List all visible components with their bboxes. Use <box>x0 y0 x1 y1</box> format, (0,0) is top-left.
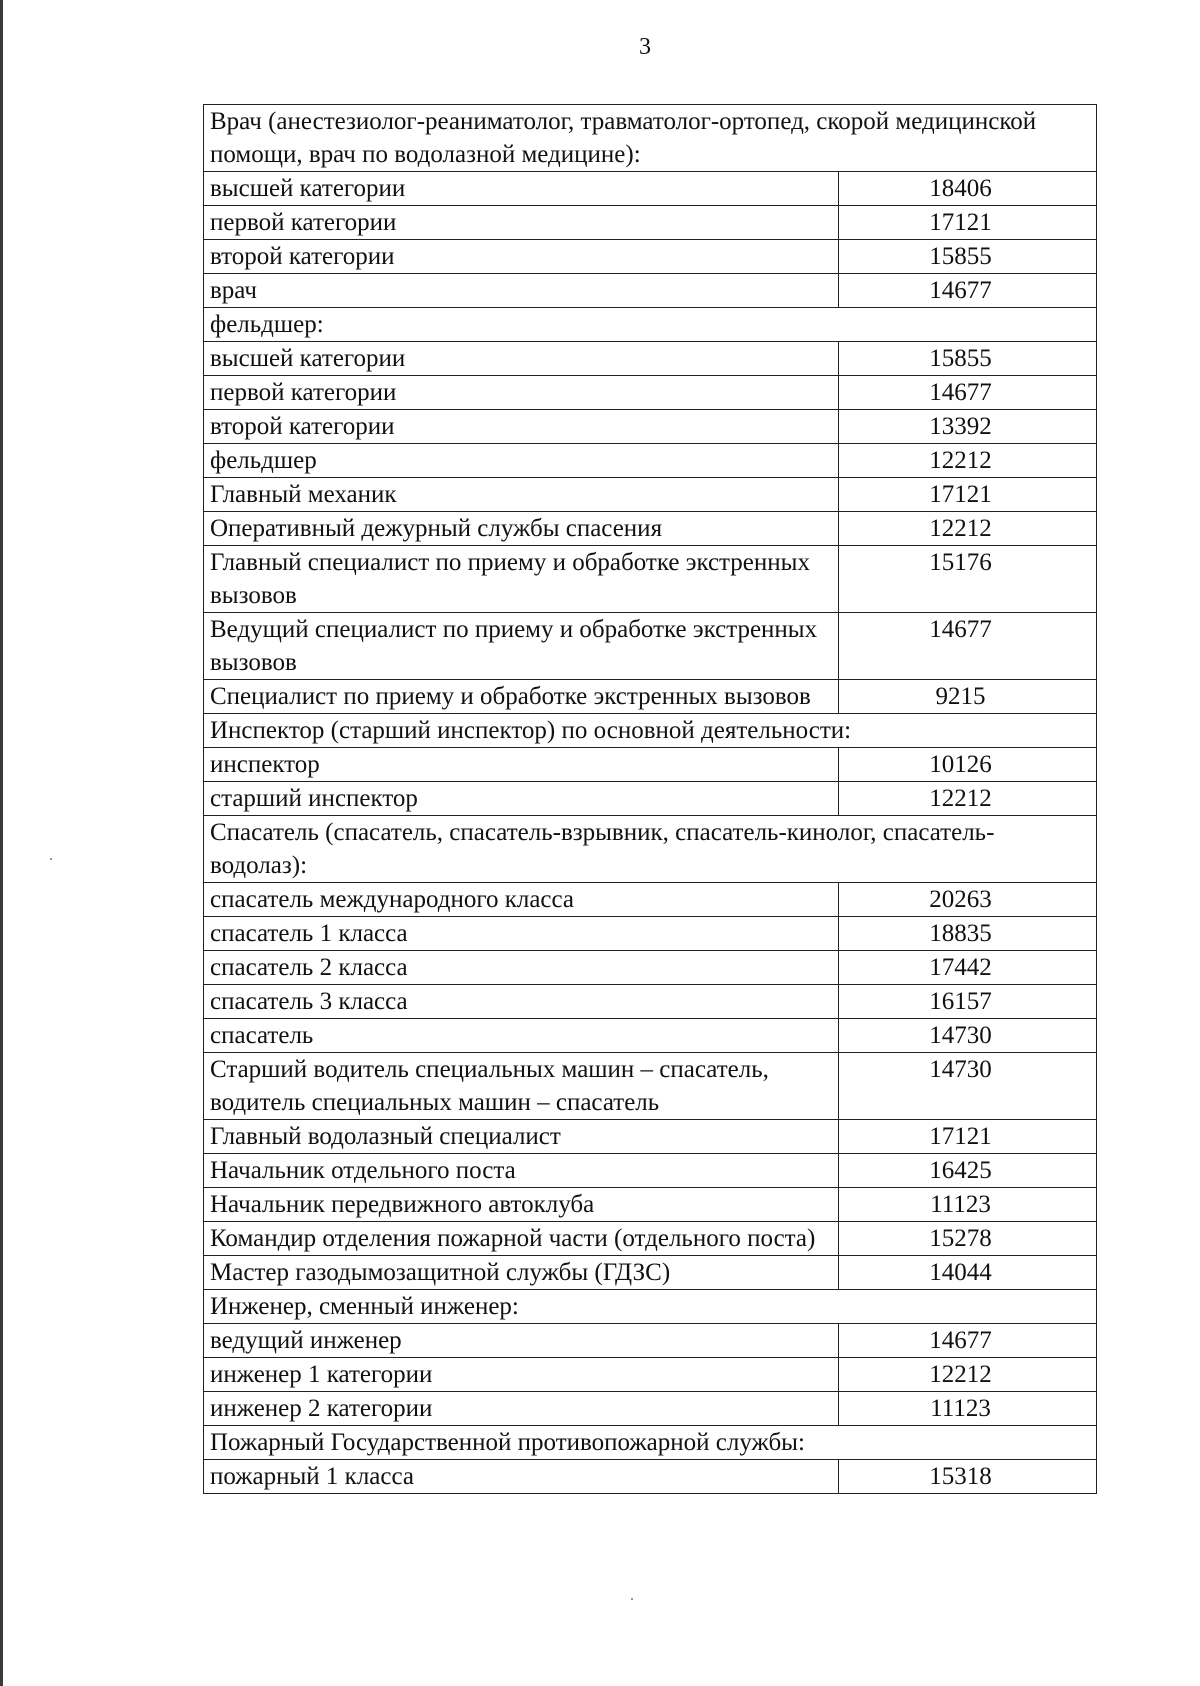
table-row <box>204 206 1097 240</box>
table-row <box>204 1392 1097 1426</box>
salary-value-cell: 12212 <box>839 1358 1097 1392</box>
position-label-cell: спасатель 1 класса <box>204 917 839 951</box>
position-label-cell: инженер 1 категории <box>204 1358 839 1392</box>
salary-value-cell: 9215 <box>839 680 1097 714</box>
salary-value-cell: 17121 <box>839 206 1097 240</box>
position-label-cell: Специалист по приему и обработке экстренных вызовов <box>204 680 839 714</box>
salary-table <box>203 104 1097 1494</box>
salary-value-cell: 17442 <box>839 951 1097 985</box>
table-row <box>204 985 1097 1019</box>
salary-value-cell: 10126 <box>839 748 1097 782</box>
salary-value-cell: 18835 <box>839 917 1097 951</box>
salary-value-cell: 12212 <box>839 444 1097 478</box>
table-row <box>204 917 1097 951</box>
section-header-cell: Врач (анестезиолог-реаниматолог, травматолог-ортопед, скорой медицинской помощи, врач по водолазной медицине): <box>204 105 1097 172</box>
position-label-cell: Начальник отдельного поста <box>204 1154 839 1188</box>
table-row <box>204 782 1097 816</box>
table-row <box>204 613 1097 680</box>
position-label-cell: высшей категории <box>204 172 839 206</box>
table-row <box>204 410 1097 444</box>
table-section-header-row <box>204 816 1097 883</box>
table-row <box>204 1019 1097 1053</box>
salary-value-cell: 14677 <box>839 1324 1097 1358</box>
table-row <box>204 1188 1097 1222</box>
table-row <box>204 883 1097 917</box>
table-row <box>204 1460 1097 1494</box>
salary-value-cell: 18406 <box>839 172 1097 206</box>
table-section-header-row <box>204 1426 1097 1460</box>
table-section-header-row <box>204 105 1097 172</box>
table-section-header-row <box>204 1290 1097 1324</box>
position-label-cell: фельдшер <box>204 444 839 478</box>
salary-value-cell: 14730 <box>839 1053 1097 1120</box>
position-label-cell: высшей категории <box>204 342 839 376</box>
salary-value-cell: 14730 <box>839 1019 1097 1053</box>
position-label-cell: первой категории <box>204 376 839 410</box>
salary-value-cell: 15176 <box>839 546 1097 613</box>
salary-value-cell: 16425 <box>839 1154 1097 1188</box>
table-row <box>204 546 1097 613</box>
table-section-header-row <box>204 714 1097 748</box>
position-label-cell: второй категории <box>204 410 839 444</box>
position-label-cell: первой категории <box>204 206 839 240</box>
salary-value-cell: 17121 <box>839 1120 1097 1154</box>
table-row <box>204 1324 1097 1358</box>
section-header-cell: Инженер, сменный инженер: <box>204 1290 1097 1324</box>
table-row <box>204 951 1097 985</box>
position-label-cell: Командир отделения пожарной части (отдельного поста) <box>204 1222 839 1256</box>
salary-value-cell: 11123 <box>839 1392 1097 1426</box>
table-section-header-row <box>204 308 1097 342</box>
salary-value-cell: 12212 <box>839 782 1097 816</box>
position-label-cell: врач <box>204 274 839 308</box>
salary-value-cell: 17121 <box>839 478 1097 512</box>
position-label-cell: Начальник передвижного автоклуба <box>204 1188 839 1222</box>
position-label-cell: старший инспектор <box>204 782 839 816</box>
table-row <box>204 240 1097 274</box>
position-label-cell: Ведущий специалист по приему и обработке экстренных вызовов <box>204 613 839 680</box>
table-row <box>204 512 1097 546</box>
table-row <box>204 274 1097 308</box>
salary-value-cell: 14677 <box>839 613 1097 680</box>
position-label-cell: Мастер газодымозащитной службы (ГДЗС) <box>204 1256 839 1290</box>
position-label-cell: инспектор <box>204 748 839 782</box>
table-row <box>204 1256 1097 1290</box>
position-label-cell: инженер 2 категории <box>204 1392 839 1426</box>
salary-value-cell: 14677 <box>839 376 1097 410</box>
table-row <box>204 748 1097 782</box>
position-label-cell: спасатель <box>204 1019 839 1053</box>
salary-value-cell: 20263 <box>839 883 1097 917</box>
position-label-cell: Главный специалист по приему и обработке экстренных вызовов <box>204 546 839 613</box>
table-row <box>204 1053 1097 1120</box>
salary-value-cell: 16157 <box>839 985 1097 1019</box>
page-number: 3 <box>639 34 651 60</box>
salary-value-cell: 15855 <box>839 240 1097 274</box>
scan-edge <box>0 0 3 1686</box>
salary-value-cell: 15318 <box>839 1460 1097 1494</box>
scan-speck <box>50 858 52 860</box>
position-label-cell: Главный водолазный специалист <box>204 1120 839 1154</box>
table-row <box>204 1222 1097 1256</box>
salary-value-cell: 15278 <box>839 1222 1097 1256</box>
table-row <box>204 1358 1097 1392</box>
salary-value-cell: 14044 <box>839 1256 1097 1290</box>
section-header-cell: фельдшер: <box>204 308 1097 342</box>
position-label-cell: спасатель 3 класса <box>204 985 839 1019</box>
table-row <box>204 680 1097 714</box>
position-label-cell: второй категории <box>204 240 839 274</box>
table-body <box>204 105 1097 1494</box>
table-row <box>204 376 1097 410</box>
scan-speck <box>631 1598 633 1600</box>
position-label-cell: Главный механик <box>204 478 839 512</box>
table-row <box>204 1154 1097 1188</box>
section-header-cell: Инспектор (старший инспектор) по основной деятельности: <box>204 714 1097 748</box>
position-label-cell: ведущий инженер <box>204 1324 839 1358</box>
section-header-cell: Пожарный Государственной противопожарной службы: <box>204 1426 1097 1460</box>
position-label-cell: пожарный 1 класса <box>204 1460 839 1494</box>
position-label-cell: спасатель 2 класса <box>204 951 839 985</box>
table-row <box>204 478 1097 512</box>
position-label-cell: Оперативный дежурный службы спасения <box>204 512 839 546</box>
salary-value-cell: 15855 <box>839 342 1097 376</box>
table-row <box>204 444 1097 478</box>
position-label-cell: Старший водитель специальных машин – спасатель, водитель специальных машин – спасатель <box>204 1053 839 1120</box>
salary-value-cell: 14677 <box>839 274 1097 308</box>
salary-value-cell: 13392 <box>839 410 1097 444</box>
section-header-cell: Спасатель (спасатель, спасатель-взрывник, спасатель-кинолог, спасатель-водолаз): <box>204 816 1097 883</box>
table-row <box>204 172 1097 206</box>
salary-value-cell: 12212 <box>839 512 1097 546</box>
table-row <box>204 342 1097 376</box>
table-row <box>204 1120 1097 1154</box>
position-label-cell: спасатель международного класса <box>204 883 839 917</box>
salary-value-cell: 11123 <box>839 1188 1097 1222</box>
